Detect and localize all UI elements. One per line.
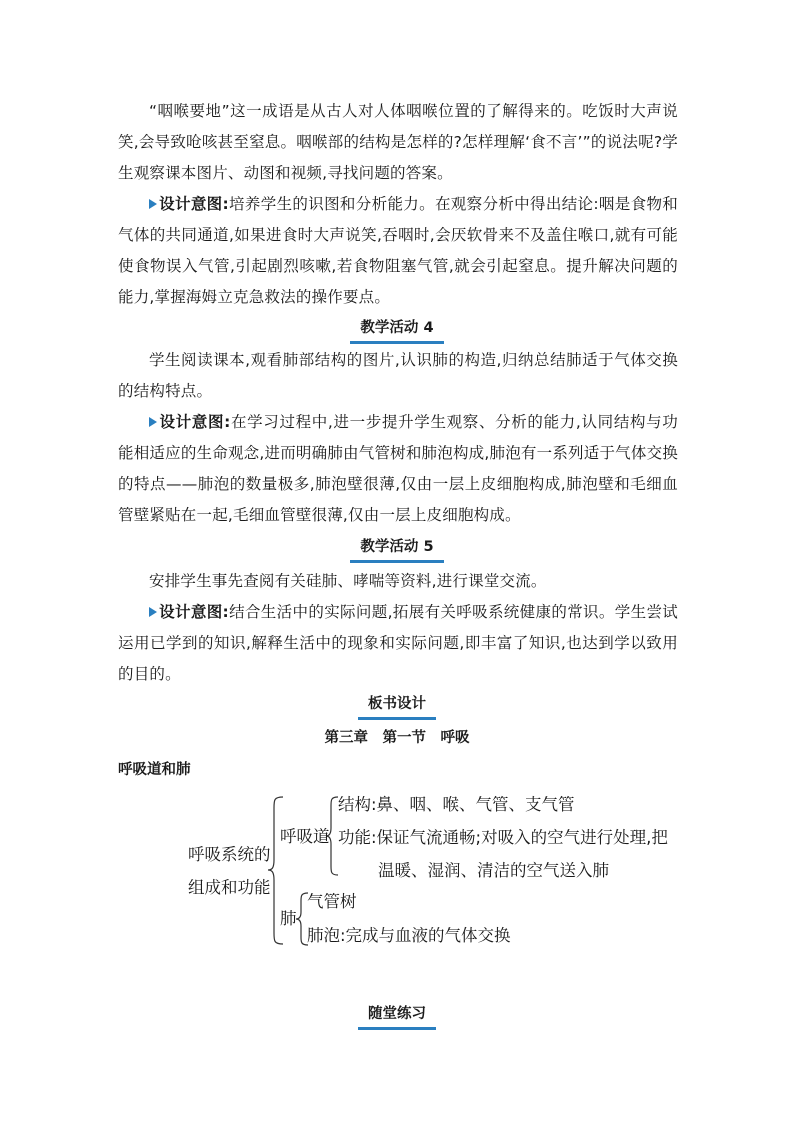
root-line-1: 呼吸系统的 xyxy=(188,845,271,864)
paragraph-text: 在学习过程中,进一步提升学生观察、分析的能力,认同结构与功能相适应的生命观念,进而明确肺由气管树和肺泡构成,肺泡有一系列适于气体交换的特点——肺泡的数量极多,肺泡壁很薄,仅由一层上皮细胞构成,肺泡壁和毛细血管壁紧贴在一起,毛细血管壁很薄,仅由一层上皮细胞构成。 xyxy=(118,413,678,524)
lung-alveoli: 肺泡:完成与血液的气体交换 xyxy=(307,926,511,945)
paragraph-text: 安排学生事先查阅有关硅肺、哮喘等资料,进行课堂交流。 xyxy=(149,572,547,590)
heading-activity-4: 教学活动 4 xyxy=(0,318,794,344)
airway-label: 呼吸道 xyxy=(280,827,330,846)
design-intent-label: 设计意图: xyxy=(159,195,229,213)
paragraph-text: 培养学生的识图和分析能力。在观察分析中得出结论:咽是食物和气体的共同通道,如果进食时大声说笑,吞咽时,会厌软骨来不及盖住喉口,就有可能使食物误入气管,引起剧烈咳嗽,若食物阻塞气管,就会引起窒息。提升解决问题的能力,掌握海姆立克急救法的操作要点。 xyxy=(118,195,678,306)
paragraph-text: 结合生活中的实际问题,拓展有关呼吸系统健康的常识。学生尝试运用已学到的知识,解释生活中的现象和实际问题,即丰富了知识,也达到学以致用的目的。 xyxy=(118,603,679,683)
design-intent-label: 设计意图: xyxy=(159,603,229,621)
root-line-2: 组成和功能 xyxy=(188,878,271,897)
lung-tree: 气管树 xyxy=(307,892,357,911)
lung-label: 肺 xyxy=(280,909,297,928)
paragraph-text: “咽喉要地”这一成语是从古人对人体咽喉位置的了解得来的。吃饭时大声说笑,会导致呛咳甚至窒息。咽喉部的结构是怎样的?怎样理解‘食不言’”的说法呢?学生观察课本图片、动图和视频,寻找问题的答案。 xyxy=(118,102,678,182)
heading-activity-5: 教学活动 5 xyxy=(0,537,794,563)
board-subtitle: 呼吸道和肺 xyxy=(118,762,191,778)
airway-function-line-1: 功能:保证气流通畅;对吸入的空气进行处理,把 xyxy=(338,828,668,847)
airway-function-line-2: 温暖、湿润、清洁的空气送入肺 xyxy=(378,861,609,880)
heading-practice: 随堂练习 xyxy=(0,1004,794,1030)
design-intent-label: 设计意图: xyxy=(159,413,231,431)
airway-structure: 结构:鼻、咽、喉、气管、支气管 xyxy=(338,795,575,814)
heading-board-design: 板书设计 xyxy=(0,694,794,720)
paragraph-text: 学生阅读课本,观看肺部结构的图片,认识肺的构造,归纳总结肺适于气体交换的结构特点。 xyxy=(118,351,678,400)
chapter-title: 第三章 第一节 呼吸 xyxy=(324,730,470,746)
